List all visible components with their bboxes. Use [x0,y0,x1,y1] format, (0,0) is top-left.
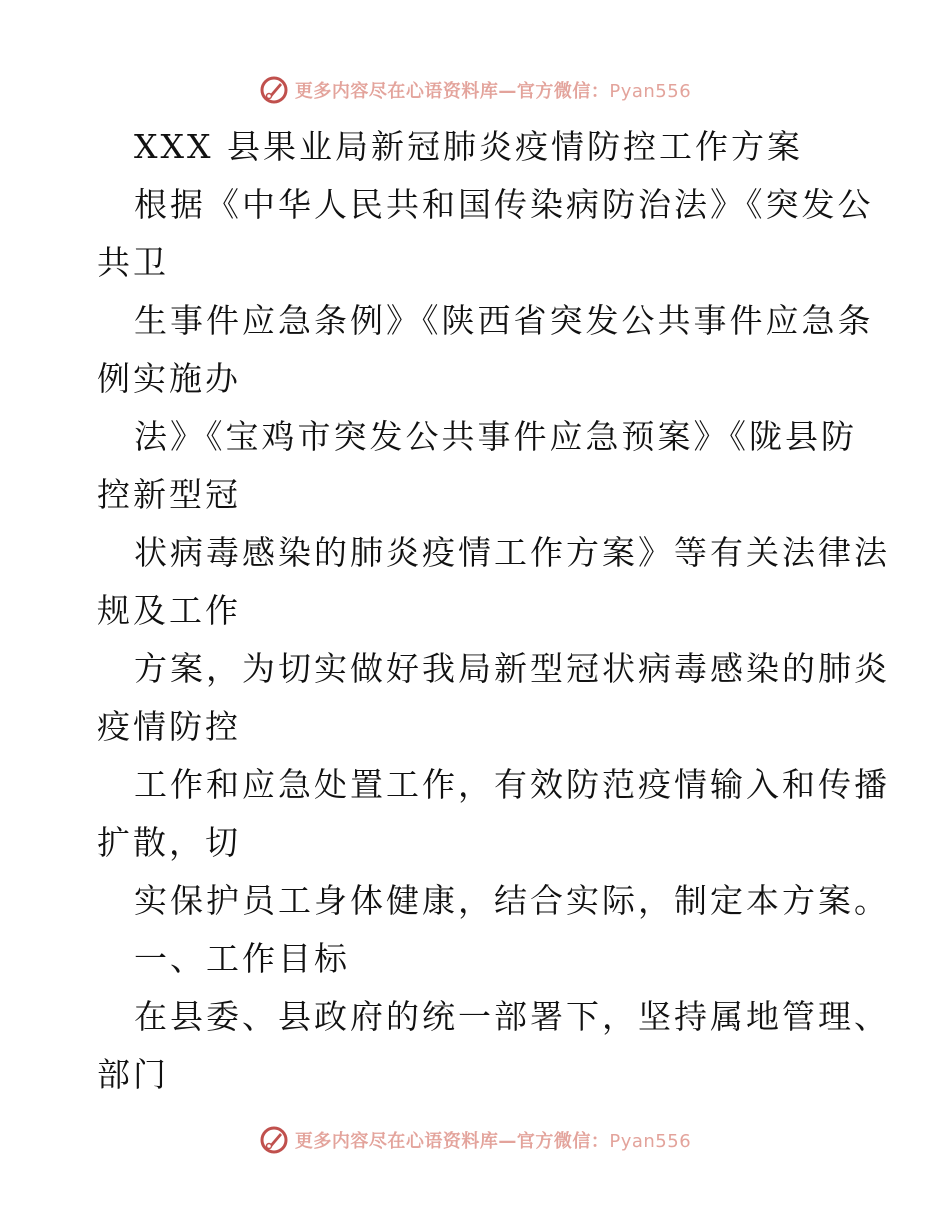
watermark-text: 更多内容尽在心语资料库—官方微信：Pyan556 [294,81,692,102]
paragraph-line: 方案，为切实做好我局新型冠状病毒感染的肺炎 [134,649,890,688]
paragraph-line: 共卫 [97,243,169,282]
paragraph-line: 实保护员工身体健康，结合实际，制定本方案。 [134,881,890,920]
watermark-text: 更多内容尽在心语资料库—官方微信：Pyan556 [294,1131,692,1152]
paragraph-line: 控新型冠 [97,475,241,514]
paragraph-line: 生事件应急条例》《陕西省突发公共事件应急条 [134,301,874,340]
paragraph-line: 疫情防控 [97,707,241,746]
paragraph-line: 部门 [97,1055,169,1094]
document-body [0,118,950,1104]
paragraph-line: 根据《中华人民共和国传染病防治法》《突发公 [134,185,874,224]
paragraph-line: 扩散，切 [97,823,241,862]
watermark-handle: Pyan556 [609,1131,692,1152]
paragraph-line: 法》《宝鸡市突发公共事件应急预案》《陇县防 [134,417,857,456]
paragraph-line: 在县委、县政府的统一部署下，坚持属地管理、 [134,997,890,1036]
footer-watermark [0,1120,950,1160]
header-watermark [0,70,950,110]
watermark-handle: Pyan556 [609,81,692,102]
quill-pen-seal-icon [259,75,289,105]
paragraph-line: 规及工作 [97,591,241,630]
quill-pen-seal-icon [259,1125,289,1155]
paragraph-line: 例实施办 [97,359,241,398]
document-title: XXX 县果业局新冠肺炎疫情防控工作方案 [134,127,803,166]
paragraph-line: 状病毒感染的肺炎疫情工作方案》等有关法律法 [134,533,890,572]
paragraph-line: 工作和应急处置工作，有效防范疫情输入和传播 [134,765,890,804]
section-heading: 一、工作目标 [134,939,350,978]
